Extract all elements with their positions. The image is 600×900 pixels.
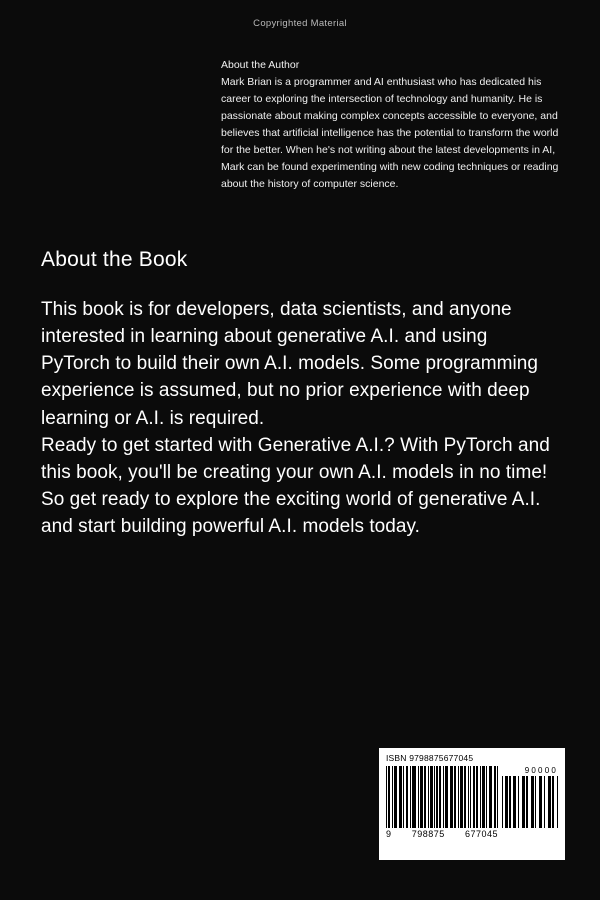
ean13-digits (386, 828, 498, 839)
isbn-label: ISBN 9798875677045 (386, 753, 474, 763)
about-the-author-heading: About the Author (221, 59, 300, 71)
about-the-author-section (221, 58, 561, 193)
ean5-addon-barcode (502, 766, 558, 844)
ean5-addon-bars (502, 776, 558, 828)
about-the-book-paragraph-1: This book is for developers, data scientists, and anyone interested in learning about generative A.I. and using PyTorch to build their own A.I. models. Some programming experience is assumed, but no prior experience with deep learning or A.I. is required. (41, 299, 539, 429)
copyright-notice-top: Copyrighted Material (253, 18, 347, 29)
ean13-barcode (386, 766, 498, 844)
ean5-addon-digits: 90000 (524, 766, 558, 775)
ean13-left-digit: 9 (386, 829, 392, 839)
barcode-bars-row (386, 766, 558, 844)
ean13-group-2: 677045 (464, 829, 498, 839)
ean13-bars (386, 766, 498, 828)
about-the-book-title: About the Book (41, 248, 188, 271)
about-the-author-body: Mark Brian is a programmer and AI enthusiast who has dedicated his career to exploring the intersection of technology and humanity. He is passionate about making complex concepts accessible to everyone, and believes that artificial intelligence has the potential to transform the world for the better. When he's not writing about the latest developments in AI, Mark can be found experimenting with new coding techniques or reading about the history of computer science. (221, 76, 559, 191)
ean13-group-1: 798875 (411, 829, 445, 839)
isbn-barcode (379, 748, 565, 860)
about-the-book-section (41, 248, 561, 540)
about-the-book-paragraph-2: Ready to get started with Generative A.I.? With PyTorch and this book, you'll be creating your own A.I. models in no time! So get ready to explore the exciting world of generative A.I. and start building powerful A.I. models today. (41, 434, 550, 538)
